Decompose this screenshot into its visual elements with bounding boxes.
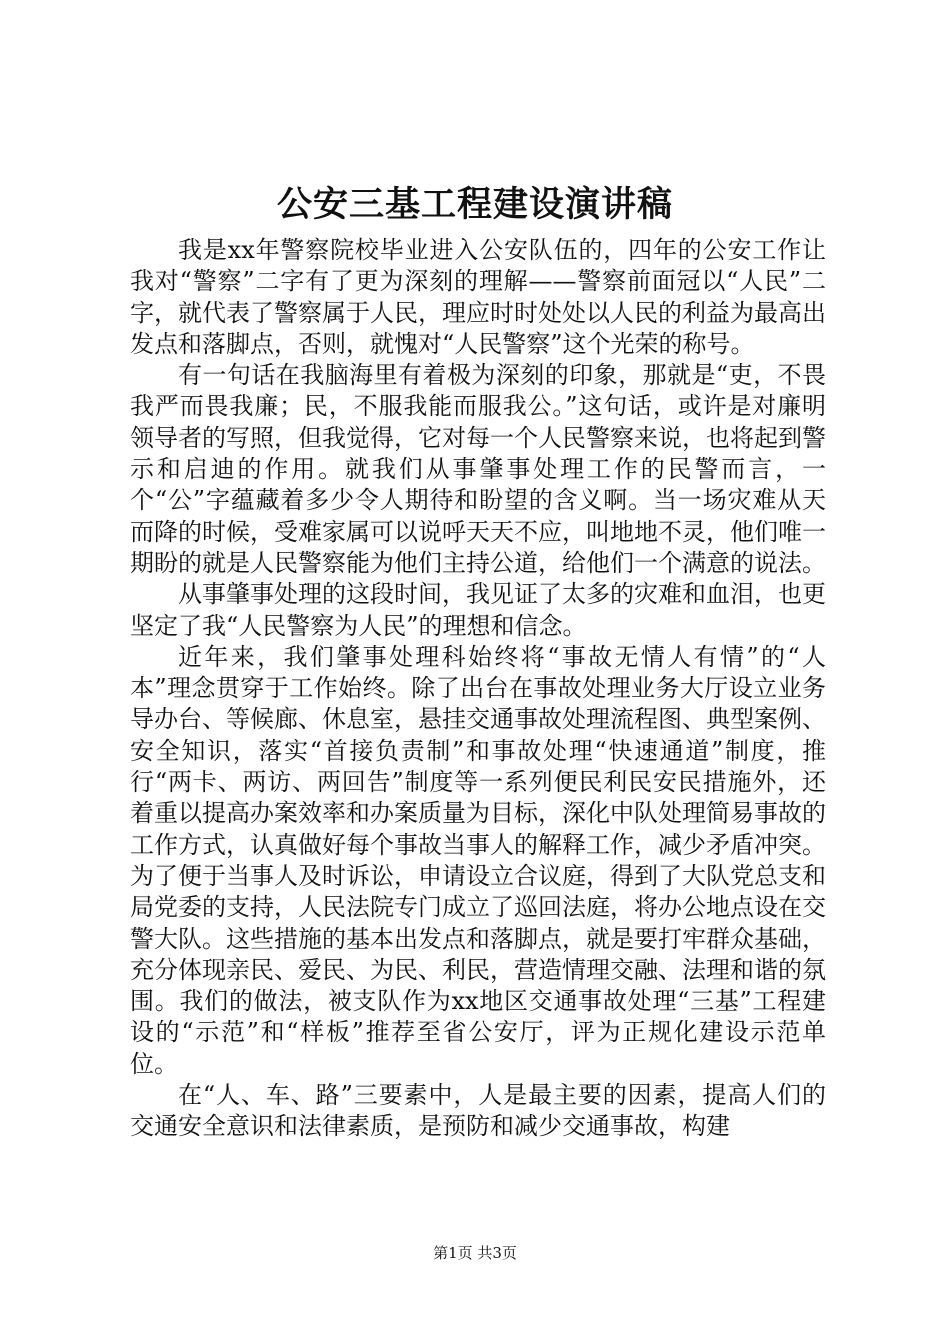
document-body: [130, 235, 826, 1143]
paragraph-3: 从事肇事处理的这段时间，我见证了太多的灾难和血泪，也更坚定了我“人民警察为人民”的理想和信念。: [130, 580, 826, 640]
document-title: 公安三基工程建设演讲稿: [276, 184, 673, 225]
page-footer: 第1页 共3页: [433, 1244, 517, 1262]
paragraph-2: 有一句话在我脑海里有着极为深刻的印象，那就是“吏，不畏我严而畏我廉；民，不服我能而服我公。”这句话，或许是对廉明领导者的写照，但我觉得，它对每一个人民警察来说，也将起到警示和启迪的作用。就我们从事肇事处理工作的民警而言，一个“公”字蕴藏着多少令人期待和盼望的含义啊。当一场灾难从天而降的时候，受难家属可以说呼天天不应，叫地地不灵，他们唯一期盼的就是人民警察能为他们主持公道，给他们一个满意的说法。: [130, 361, 826, 577]
paragraph-5: 在“人、车、路”三要素中，人是最主要的因素，提高人们的交通安全意识和法律素质，是预防和减少交通事故，构建: [130, 1081, 826, 1141]
paragraph-4: 近年来，我们肇事处理科始终将“事故无情人有情”的“人本”理念贯穿于工作始终。除了出台在事故处理业务大厅设立业务导办台、等候廊、休息室，悬挂交通事故处理流程图、典型案例、安全知识，落实“首接负责制”和事故处理“快速通道”制度，推行“两卡、两访、两回告”制度等一系列便民利民安民措施外，还着重以提高办案效率和办案质量为目标，深化中队处理简易事故的工作方式，认真做好每个事故当事人的解释工作，减少矛盾冲突。为了便于当事人及时诉讼，申请设立合议庭，得到了大队党总支和局党委的支持，人民法院专门成立了巡回法庭，将办公地点设在交警大队。这些措施的基本出发点和落脚点，就是要打牢群众基础，充分体现亲民、爱民、为民、利民，营造情理交融、法理和谐的氛围。我们的做法，被支队作为xx地区交通事故处理“三基”工程建设的“示范”和“样板”推荐至省公安厅，评为正规化建设示范单位。: [130, 642, 826, 1078]
paragraph-1: 我是xx年警察院校毕业进入公安队伍的，四年的公安工作让我对“警察”二字有了更为深刻的理解——警察前面冠以“人民”二字，就代表了警察属于人民，理应时时处处以人民的利益为最高出发点和落脚点，否则，就愧对“人民警察”这个光荣的称号。: [130, 236, 826, 358]
